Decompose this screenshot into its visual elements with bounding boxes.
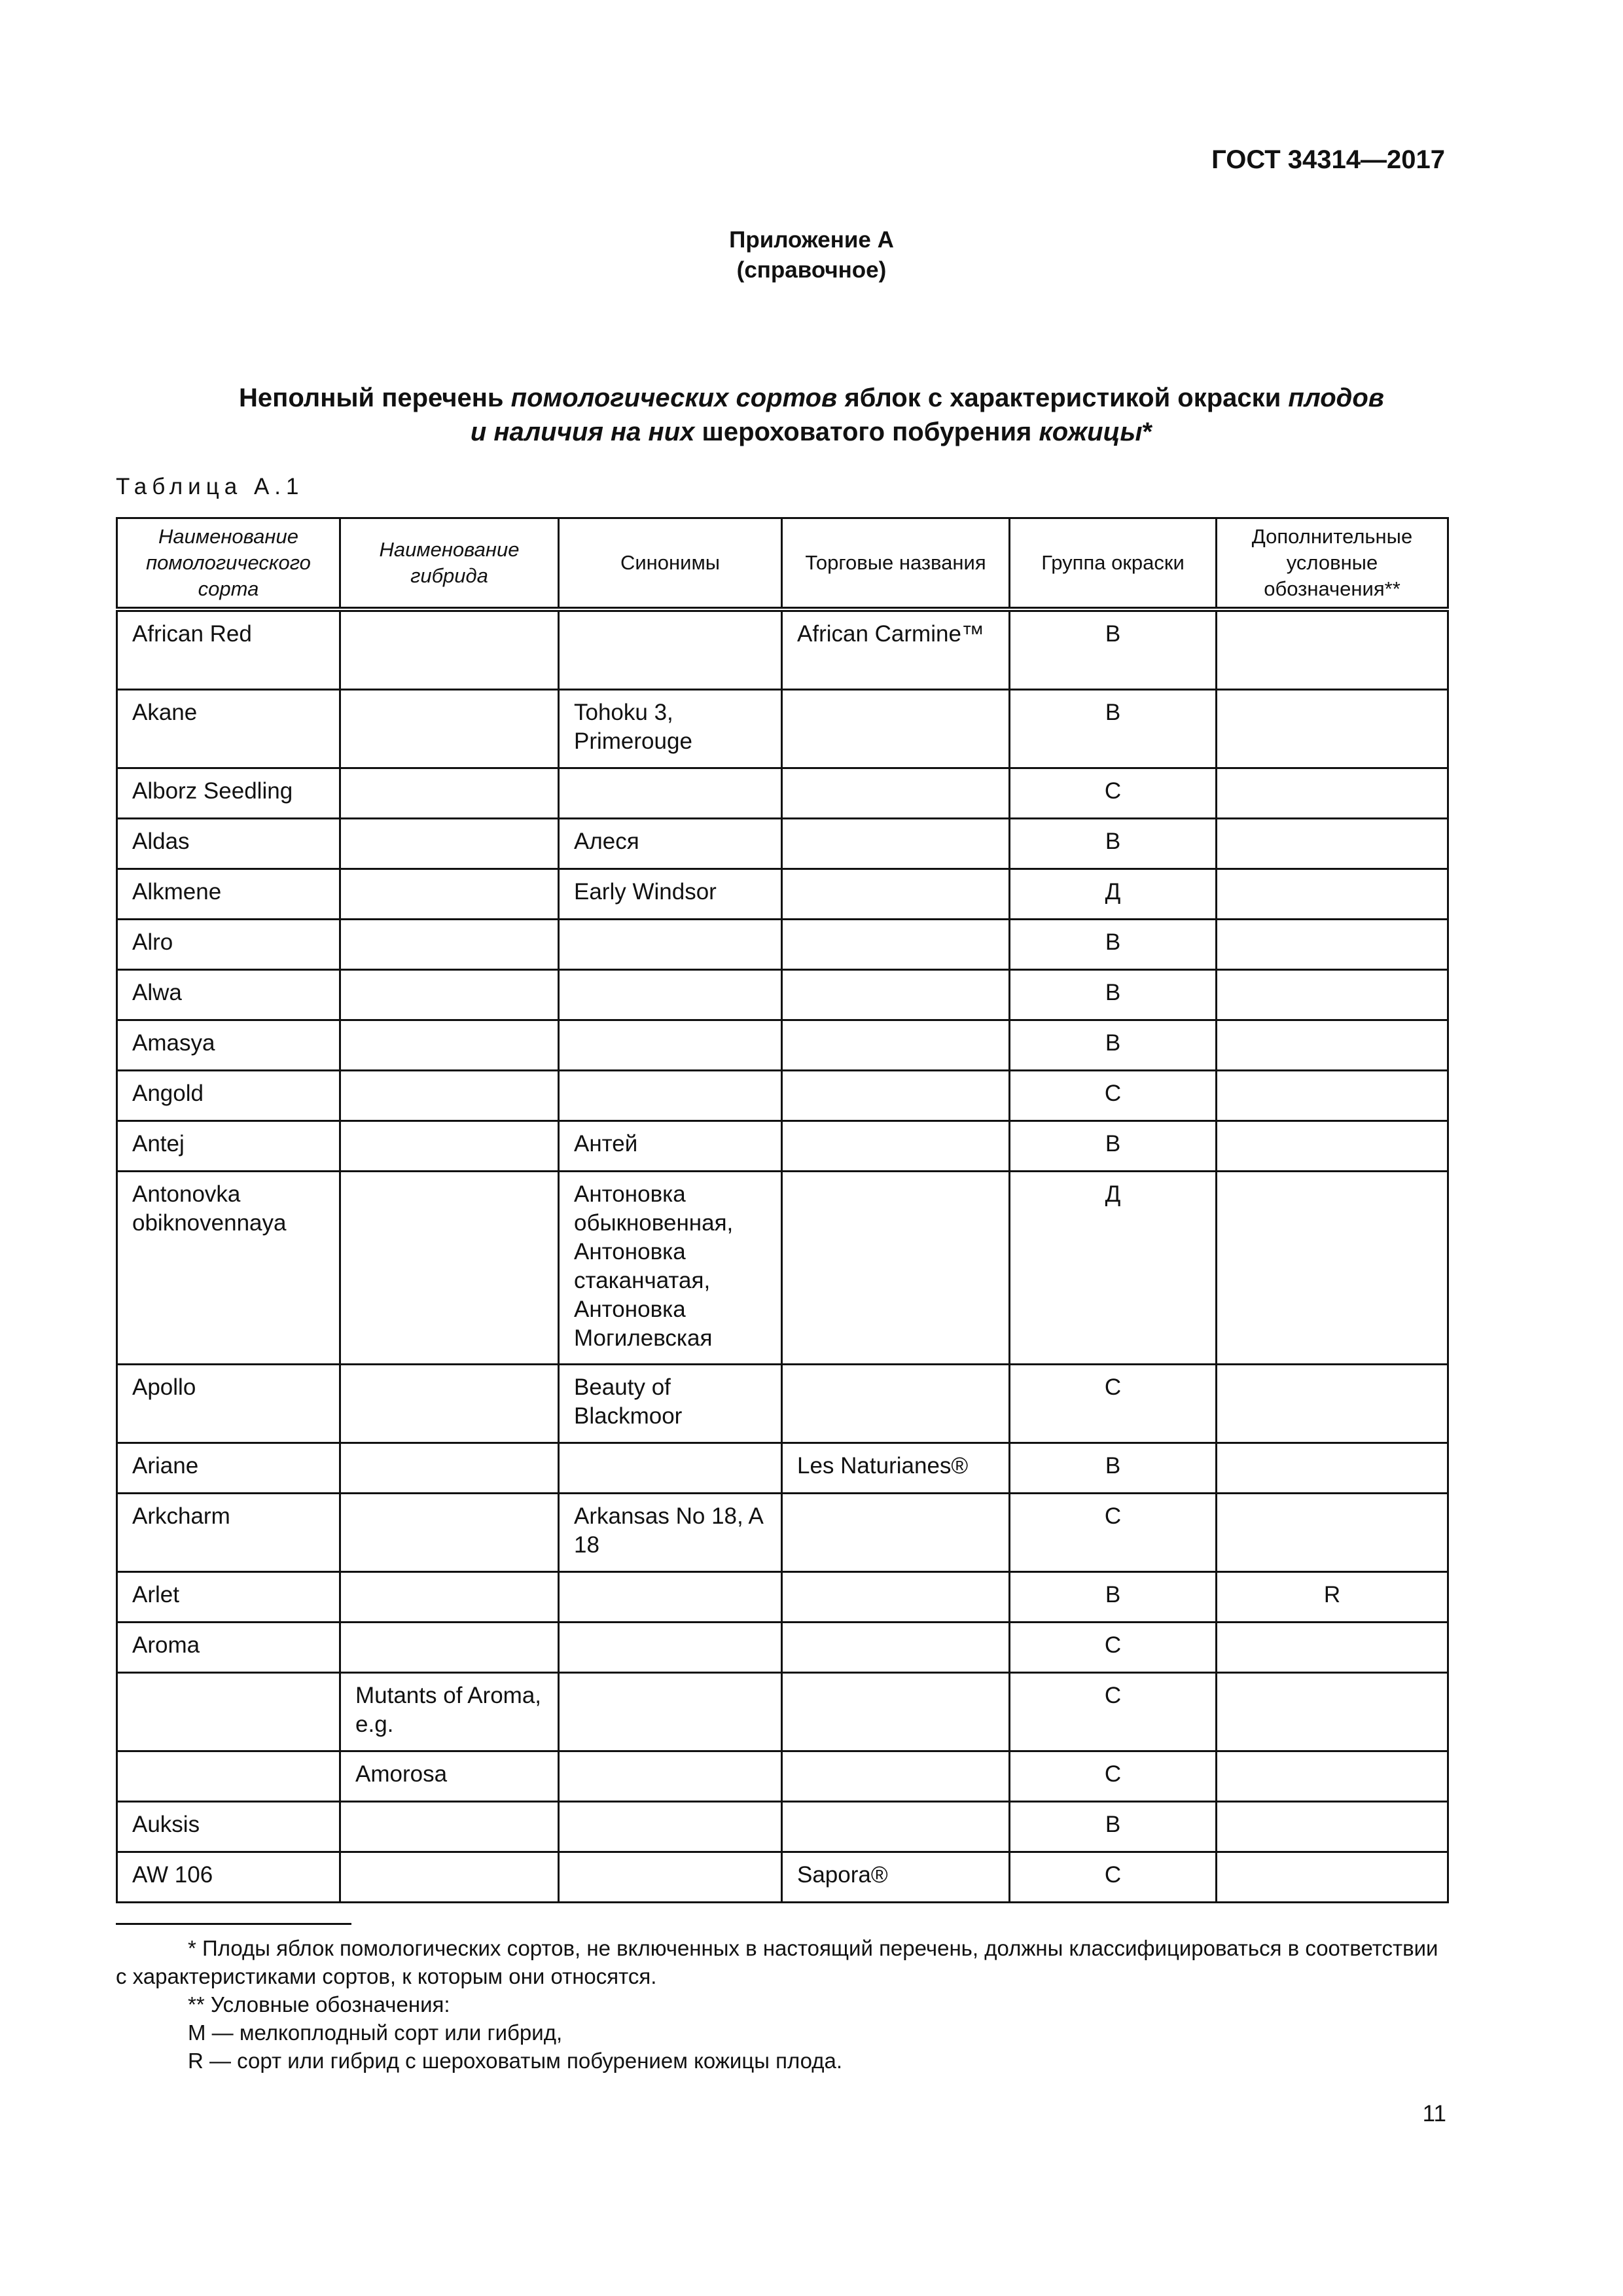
cell-variety: Angold (117, 1071, 340, 1121)
cell-color-group: В (1010, 1572, 1217, 1623)
cell-hybrid (340, 1365, 559, 1443)
cell-variety (117, 1673, 340, 1751)
cell-hybrid (340, 1071, 559, 1121)
footnote-2: ** Условные обозначения: (188, 1992, 450, 2017)
heading-part: яблок с характеристикой окраски (837, 384, 1289, 412)
cell-hybrid (340, 1020, 559, 1071)
cell-hybrid (340, 768, 559, 819)
table-row (117, 1443, 1448, 1494)
cell-color-group: В (1010, 1802, 1217, 1852)
cell-extra-mark (1217, 1751, 1448, 1802)
cell-extra-mark (1217, 869, 1448, 920)
cell-variety: Aroma (117, 1623, 340, 1673)
cell-color-group: С (1010, 768, 1217, 819)
cell-hybrid (340, 1852, 559, 1903)
cell-variety (117, 1751, 340, 1802)
cell-synonyms (559, 609, 782, 690)
cell-extra-mark (1217, 1172, 1448, 1365)
cell-trade-name (782, 970, 1010, 1020)
cell-color-group: В (1010, 609, 1217, 690)
cell-variety: Alro (117, 920, 340, 970)
col-header-hybrid: Наименование гибрида (340, 518, 559, 610)
cell-color-group: С (1010, 1623, 1217, 1673)
cell-extra-mark (1217, 768, 1448, 819)
cell-hybrid (340, 690, 559, 768)
cell-variety: Alborz Seedling (117, 768, 340, 819)
cell-synonyms (559, 1802, 782, 1852)
heading-part: кожицы (1039, 418, 1143, 446)
cell-synonyms: Алеся (559, 819, 782, 869)
cell-synonyms (559, 1443, 782, 1494)
col-header-extra-marks: Дополнительные условные обозначения** (1217, 518, 1448, 610)
heading-part: и наличия на них (470, 418, 695, 446)
cell-trade-name (782, 1121, 1010, 1172)
cell-variety: AW 106 (117, 1852, 340, 1903)
cell-trade-name (782, 1623, 1010, 1673)
cell-variety: Antej (117, 1121, 340, 1172)
cell-hybrid: Amorosa (340, 1751, 559, 1802)
cell-color-group: С (1010, 1071, 1217, 1121)
cell-trade-name (782, 768, 1010, 819)
table-row (117, 819, 1448, 869)
cell-extra-mark (1217, 1494, 1448, 1572)
cell-color-group: В (1010, 970, 1217, 1020)
footnote-2-r: R — сорт или гибрид с шероховатым побурением кожицы плода. (188, 2049, 843, 2073)
cell-trade-name (782, 1802, 1010, 1852)
cell-color-group: С (1010, 1673, 1217, 1751)
table-row (117, 1623, 1448, 1673)
cell-color-group: В (1010, 1020, 1217, 1071)
cell-variety: Alwa (117, 970, 340, 1020)
cell-hybrid (340, 869, 559, 920)
cell-hybrid (340, 1121, 559, 1172)
appendix-subtitle: (справочное) (736, 257, 887, 283)
table-row (117, 1673, 1448, 1751)
cell-trade-name (782, 1751, 1010, 1802)
cell-extra-mark (1217, 1020, 1448, 1071)
cell-trade-name (782, 1673, 1010, 1751)
heading-part: плодов (1288, 384, 1384, 412)
cell-extra-mark (1217, 609, 1448, 690)
cell-variety: Aldas (117, 819, 340, 869)
cell-trade-name: Sapora® (782, 1852, 1010, 1903)
cell-extra-mark (1217, 970, 1448, 1020)
cell-extra-mark (1217, 1071, 1448, 1121)
cell-hybrid (340, 1802, 559, 1852)
table-row (117, 1071, 1448, 1121)
heading-line-1 (0, 381, 1623, 415)
cell-variety: Auksis (117, 1802, 340, 1852)
cell-synonyms: Tohoku 3, Primerouge (559, 690, 782, 768)
cell-trade-name: African Carmine™ (782, 609, 1010, 690)
footnote-1: * Плоды яблок помологических сортов, не включенных в настоящий перечень, должны классифицироваться в соответствии с характеристиками сортов, к которым они относятся. (116, 1936, 1438, 1988)
cell-trade-name: Les Naturianes® (782, 1443, 1010, 1494)
document-code: ГОСТ 34314—2017 (1211, 145, 1445, 174)
cell-trade-name (782, 1572, 1010, 1623)
cell-hybrid (340, 1623, 559, 1673)
page-number: 11 (1422, 2101, 1446, 2126)
heading-part: помологических сортов (510, 384, 838, 412)
table-row (117, 609, 1448, 690)
cell-color-group: В (1010, 1443, 1217, 1494)
cell-trade-name (782, 1494, 1010, 1572)
cell-trade-name (782, 869, 1010, 920)
cell-extra-mark (1217, 1623, 1448, 1673)
cell-synonyms (559, 1020, 782, 1071)
table-heading (0, 381, 1623, 449)
table-row (117, 1572, 1448, 1623)
cell-extra-mark: R (1217, 1572, 1448, 1623)
appendix-title: Приложение А (729, 227, 894, 253)
col-header-variety: Наименование помологического сорта (117, 518, 340, 610)
cell-synonyms (559, 1572, 782, 1623)
cell-color-group: С (1010, 1751, 1217, 1802)
cell-extra-mark (1217, 1365, 1448, 1443)
table-row (117, 1020, 1448, 1071)
cell-color-group: В (1010, 690, 1217, 768)
cell-variety: Alkmene (117, 869, 340, 920)
cell-hybrid: Mutants of Aroma, e.g. (340, 1673, 559, 1751)
table-header-row (117, 518, 1448, 610)
cell-hybrid (340, 1572, 559, 1623)
table-row (117, 1852, 1448, 1903)
cell-synonyms (559, 1852, 782, 1903)
table-body (117, 609, 1448, 1903)
cell-color-group: С (1010, 1852, 1217, 1903)
cell-hybrid (340, 609, 559, 690)
col-header-trade-names: Торговые названия (782, 518, 1010, 610)
table-row (117, 970, 1448, 1020)
table-row (117, 1494, 1448, 1572)
cell-color-group: С (1010, 1494, 1217, 1572)
cell-color-group: В (1010, 819, 1217, 869)
table-row (117, 1365, 1448, 1443)
table-label: Таблица А.1 (116, 474, 304, 499)
cell-hybrid (340, 1443, 559, 1494)
varieties-table (116, 517, 1449, 1903)
cell-synonyms (559, 1673, 782, 1751)
cell-color-group: В (1010, 1121, 1217, 1172)
table-row (117, 1121, 1448, 1172)
cell-synonyms (559, 1071, 782, 1121)
cell-hybrid (340, 819, 559, 869)
cell-variety: Arlet (117, 1572, 340, 1623)
cell-hybrid (340, 920, 559, 970)
cell-synonyms: Beauty of Blackmoor (559, 1365, 782, 1443)
cell-color-group: Д (1010, 869, 1217, 920)
table-row (117, 1172, 1448, 1365)
heading-part: шероховатого побурения (694, 418, 1039, 446)
cell-hybrid (340, 970, 559, 1020)
cell-trade-name (782, 1020, 1010, 1071)
cell-synonyms (559, 1623, 782, 1673)
cell-synonyms (559, 1751, 782, 1802)
cell-synonyms: Антоновка обыкновенная, Антоновка стаканчатая, Антоновка Могилевская (559, 1172, 782, 1365)
cell-trade-name (782, 1365, 1010, 1443)
col-header-color-group: Группа окраски (1010, 518, 1217, 610)
footnote-2-m: М — мелкоплодный сорт или гибрид, (188, 2020, 563, 2045)
table-row (117, 690, 1448, 768)
cell-variety: Apollo (117, 1365, 340, 1443)
cell-synonyms (559, 920, 782, 970)
cell-extra-mark (1217, 819, 1448, 869)
cell-variety: African Red (117, 609, 340, 690)
cell-synonyms: Arkansas No 18, A 18 (559, 1494, 782, 1572)
cell-hybrid (340, 1494, 559, 1572)
cell-extra-mark (1217, 1802, 1448, 1852)
cell-variety: Ariane (117, 1443, 340, 1494)
cell-variety: Antonovka obiknovennaya (117, 1172, 340, 1365)
cell-hybrid (340, 1172, 559, 1365)
cell-variety: Akane (117, 690, 340, 768)
col-header-synonyms: Синонимы (559, 518, 782, 610)
cell-color-group: Д (1010, 1172, 1217, 1365)
cell-extra-mark (1217, 690, 1448, 768)
cell-synonyms: Early Windsor (559, 869, 782, 920)
table-row (117, 768, 1448, 819)
cell-synonyms (559, 768, 782, 819)
cell-variety: Amasya (117, 1020, 340, 1071)
cell-color-group: В (1010, 920, 1217, 970)
cell-extra-mark (1217, 1852, 1448, 1903)
cell-extra-mark (1217, 1443, 1448, 1494)
cell-synonyms: Антей (559, 1121, 782, 1172)
heading-line-2 (0, 415, 1623, 449)
cell-trade-name (782, 920, 1010, 970)
heading-part: * (1142, 418, 1153, 446)
heading-part: Неполный перечень (239, 384, 511, 412)
cell-variety: Arkcharm (117, 1494, 340, 1572)
cell-extra-mark (1217, 920, 1448, 970)
table-row (117, 869, 1448, 920)
cell-trade-name (782, 1071, 1010, 1121)
cell-synonyms (559, 970, 782, 1020)
footnote-divider (116, 1923, 351, 1925)
table-row (117, 1802, 1448, 1852)
cell-extra-mark (1217, 1673, 1448, 1751)
cell-color-group: С (1010, 1365, 1217, 1443)
cell-extra-mark (1217, 1121, 1448, 1172)
cell-trade-name (782, 1172, 1010, 1365)
table-row (117, 920, 1448, 970)
table-row (117, 1751, 1448, 1802)
cell-trade-name (782, 690, 1010, 768)
cell-trade-name (782, 819, 1010, 869)
